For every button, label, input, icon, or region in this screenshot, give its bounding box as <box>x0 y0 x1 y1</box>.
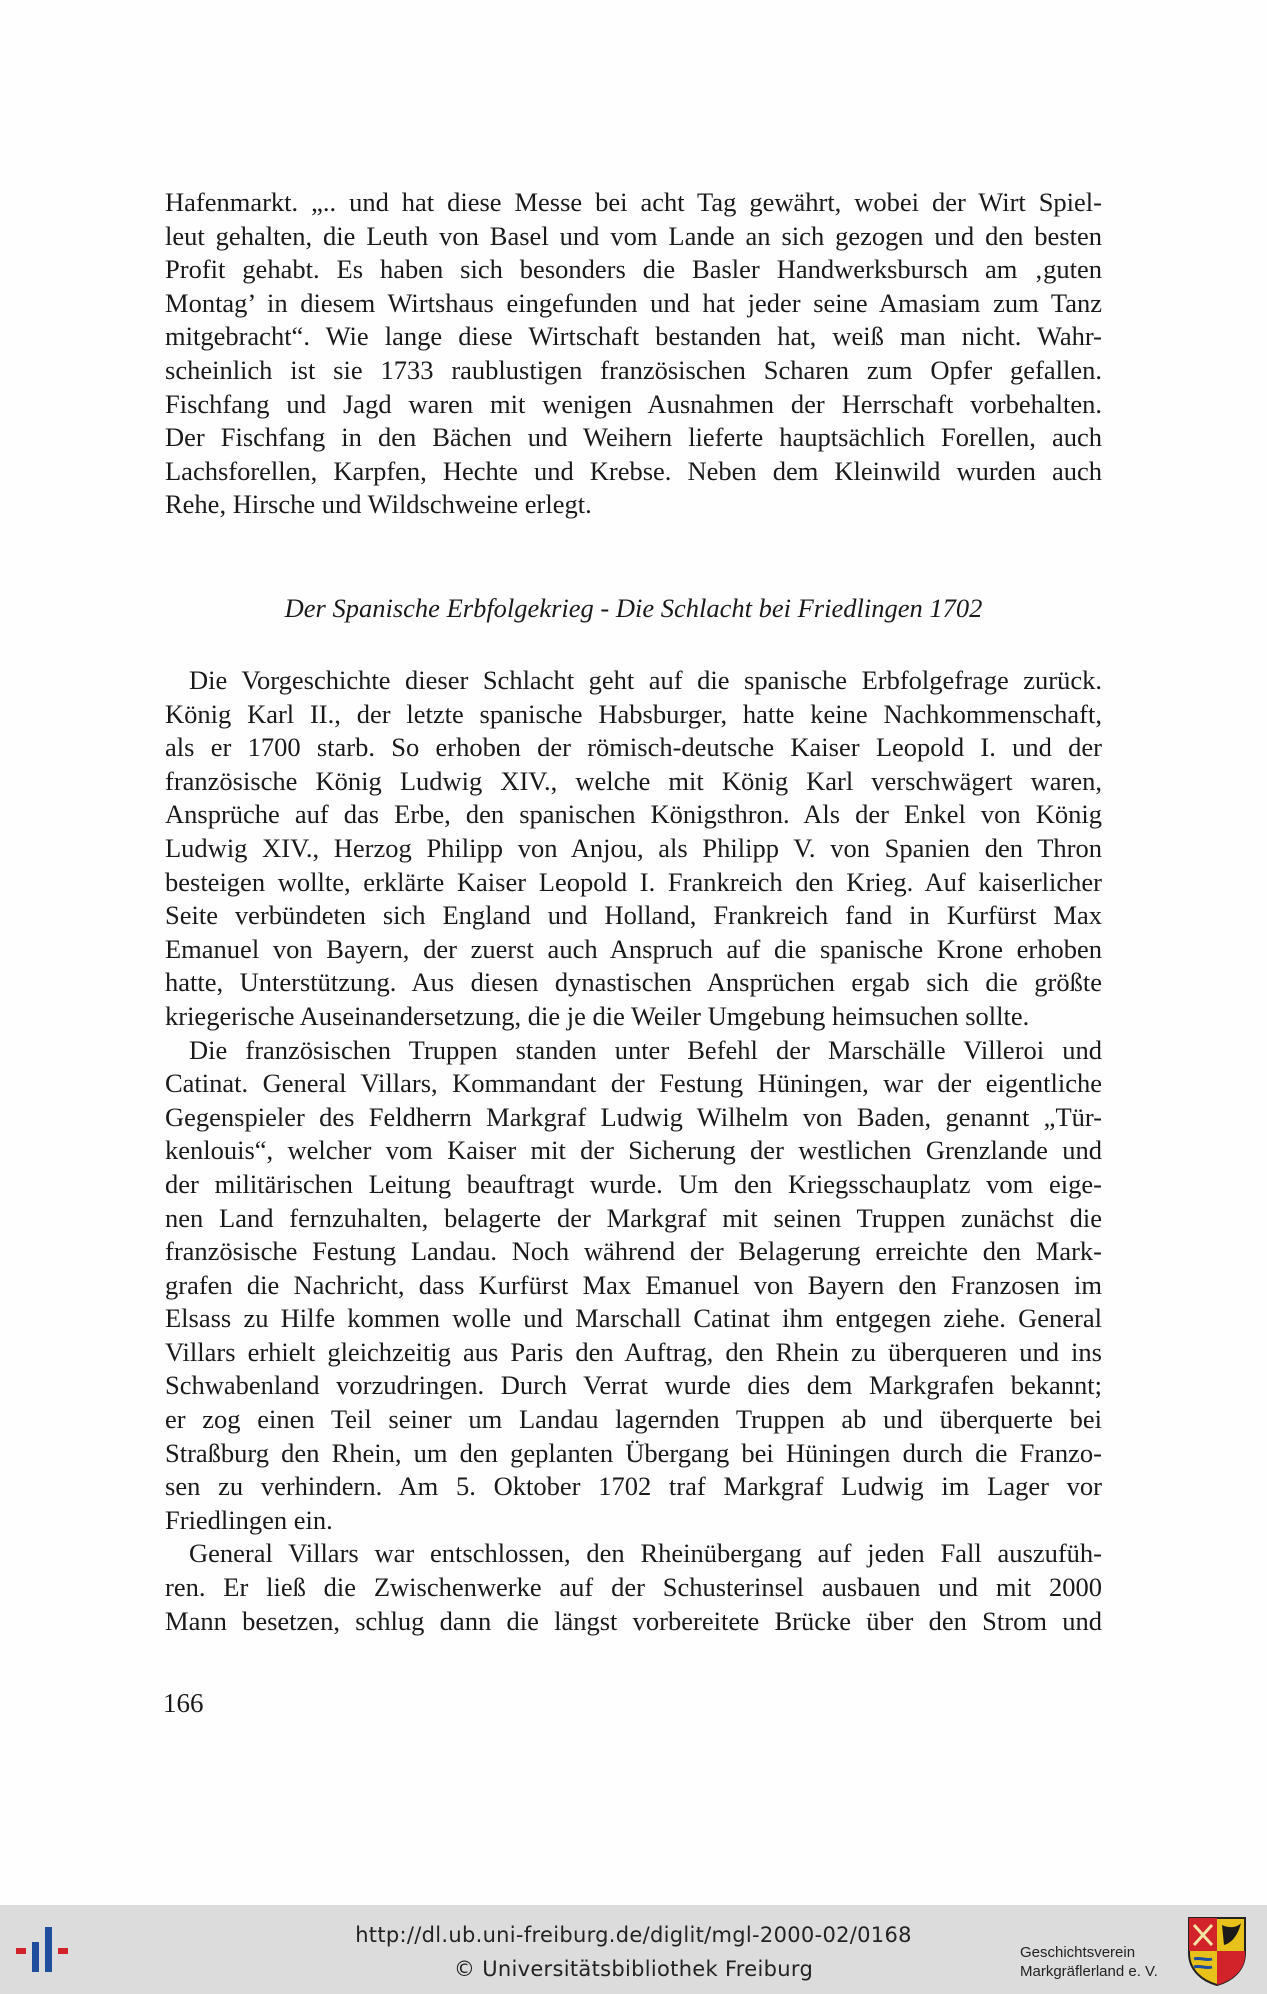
source-url-link[interactable]: http://dl.ub.uni-freiburg.de/diglit/mgl-2000-02/0168 <box>355 1923 912 1947</box>
text-line: französische König Ludwig XIV., welche mit König Karl verschwägert waren, <box>165 765 1102 796</box>
text-line: Ansprüche auf das Erbe, den spanischen Königsthron. Als der Enkel von König <box>165 799 1102 830</box>
page-number: 166 <box>163 1688 204 1718</box>
text-line: ren. Er ließ die Zwischenwerke auf der Schusterinsel ausbauen und mit 2000 <box>165 1572 1102 1603</box>
text-line: Schwabenland vorzudringen. Durch Verrat wurde dies dem Markgrafen bekannt; <box>165 1370 1102 1401</box>
text-line: Mann besetzen, schlug dann die längst vorbereitete Brücke über den Strom und <box>165 1605 1102 1636</box>
society-name-line: Geschichtsverein <box>1020 1944 1136 1961</box>
footer-bar <box>0 1905 1267 1994</box>
body-text-section <box>165 664 1102 1638</box>
text-line: Die Vorgeschichte dieser Schlacht geht auf die spanische Erbfolgefrage zurück. <box>189 665 1102 695</box>
text-line: sen zu verhindern. Am 5. Oktober 1702 traf Markgraf Ludwig im Lager vor <box>165 1471 1102 1502</box>
text-line: Lachsforellen, Karpfen, Hechte und Krebse. Neben dem Kleinwild wurden auch <box>165 455 1102 486</box>
text-line: er zog einen Teil seiner um Landau lagernden Truppen ab und überquerte bei <box>165 1404 1102 1435</box>
society-name-line: Markgräflerland e. V. <box>1020 1963 1158 1980</box>
text-line: Montag’ in diesem Wirtshaus eingefunden und hat jeder seine Amasiam zum Tanz <box>165 287 1102 318</box>
text-line: König Karl II., der letzte spanische Habsburger, hatte keine Nachkommenschaft, <box>165 698 1102 729</box>
text-line: kenlouis“, welcher vom Kaiser mit der Sicherung der westlichen Grenzlande und <box>165 1135 1102 1166</box>
text-line: Ludwig XIV., Herzog Philipp von Anjou, als Philipp V. von Spanien den Thron <box>165 832 1102 863</box>
copyright-text: © Universitätsbibliothek Freiburg <box>453 1957 814 1981</box>
text-line: Villars erhielt gleichzeitig aus Paris den Auftrag, den Rhein zu überqueren und ins <box>165 1336 1102 1367</box>
text-line: grafen die Nachricht, dass Kurfürst Max Emanuel von Bayern den Franzosen im <box>165 1269 1102 1300</box>
text-line: leut gehalten, die Leuth von Basel und vom Lande an sich gezogen und den besten <box>165 220 1102 251</box>
text-line: Seite verbündeten sich England und Holland, Frankreich fand in Kurfürst Max <box>165 900 1102 931</box>
text-line: nen Land fernzuhalten, belagerte der Markgraf mit seinen Truppen zunächst die <box>165 1202 1102 1233</box>
text-line: Der Fischfang in den Bächen und Weihern lieferte hauptsächlich Forellen, auch <box>165 422 1102 453</box>
text-line: Die französischen Truppen standen unter Befehl der Marschälle Villeroi und <box>189 1034 1102 1065</box>
paragraph-hafenmarkt <box>165 186 1102 522</box>
text-line: Fischfang und Jagd waren mit wenigen Ausnahmen der Herrschaft vorbehalten. <box>165 388 1102 419</box>
text-line: Catinat. General Villars, Kommandant der Festung Hüningen, war der eigentliche <box>165 1068 1102 1099</box>
text-line: kriegerische Auseinandersetzung, die je die Weiler Umgebung heimsuchen sollte. <box>165 1000 1030 1031</box>
text-line: Profit gehabt. Es haben sich besonders die Basler Handwerksbursch am ‚guten <box>165 254 1102 285</box>
text-line: besteigen wollte, erklärte Kaiser Leopold I. Frankreich den Krieg. Auf kaiserlicher <box>165 866 1102 897</box>
text-line: Gegenspieler des Feldherrn Markgraf Ludwig Wilhelm von Baden, genannt „Tür- <box>165 1101 1102 1132</box>
text-line: General Villars war entschlossen, den Rheinübergang auf jeden Fall auszufüh- <box>189 1538 1102 1569</box>
text-line: mitgebracht“. Wie lange diese Wirtschaft bestanden hat, weiß man nicht. Wahr- <box>165 321 1102 352</box>
text-line: Rehe, Hirsche und Wildschweine erlegt. <box>165 489 592 520</box>
section-heading: Der Spanische Erbfolgekrieg - Die Schlacht bei Friedlingen 1702 <box>284 593 983 623</box>
text-line: Hafenmarkt. „.. und hat diese Messe bei acht Tag gewährt, wobei der Wirt Spiel- <box>165 187 1102 217</box>
society-name <box>1020 1943 1158 1981</box>
text-line: scheinlich ist sie 1733 raublustigen französischen Scharen zum Opfer gefallen. <box>165 354 1102 385</box>
text-line: der militärischen Leitung beauftragt wurde. Um den Kriegsschauplatz vom eige- <box>165 1168 1102 1199</box>
text-line: als er 1700 starb. So erhoben der römisch-deutsche Kaiser Leopold I. und der <box>165 732 1102 763</box>
text-line: Emanuel von Bayern, der zuerst auch Anspruch auf die spanische Krone erhoben <box>165 933 1102 964</box>
text-line: Straßburg den Rhein, um den geplanten Übergang bei Hüningen durch die Franzo- <box>165 1437 1102 1468</box>
text-line: Elsass zu Hilfe kommen wolle und Marschall Catinat ihm entgegen ziehe. General <box>165 1303 1102 1334</box>
text-line: Friedlingen ein. <box>165 1504 333 1535</box>
text-line: hatte, Unterstützung. Aus diesen dynastischen Ansprüchen ergab sich die größte <box>165 967 1102 998</box>
coat-of-arms-icon <box>1186 1915 1248 1987</box>
text-line: französische Festung Landau. Noch während der Belagerung erreichte den Mark- <box>165 1236 1102 1267</box>
